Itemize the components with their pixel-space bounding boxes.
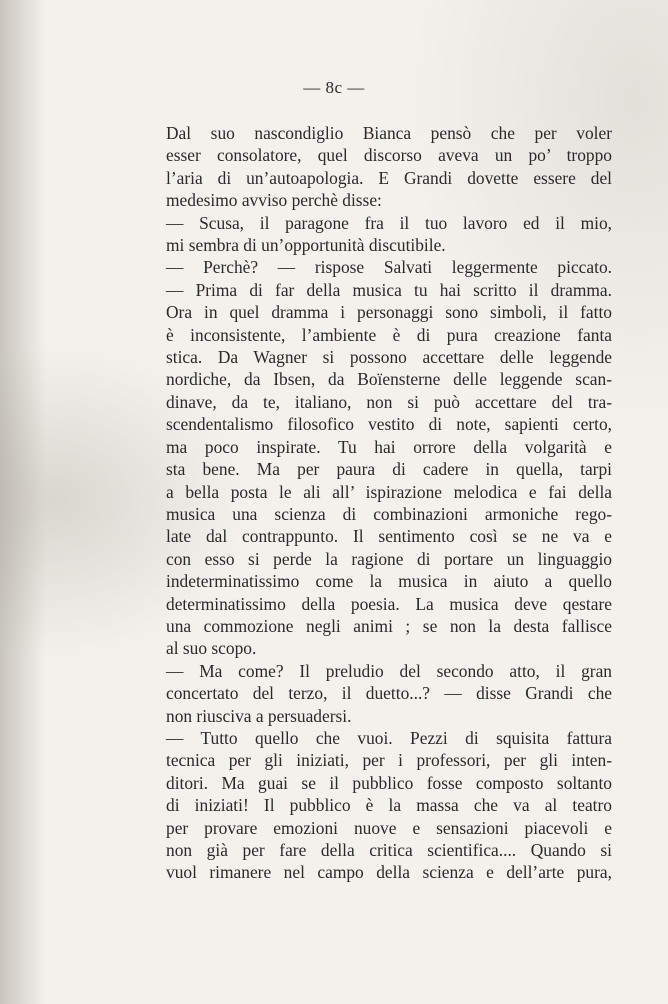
text-line: l’aria di un’autoapologia. E Grandi dovette essere del [166,167,612,188]
text-line: concertato del terzo, il duetto...? — disse Grandi che [166,683,612,704]
text-line: con esso si perde la ragione di portare un linguaggio [166,548,612,569]
text-line: — Perchè? — rispose Salvati leggermente piccato. [166,257,612,278]
text-line: non già per fare della critica scientifica.... Quando si [166,840,612,860]
text-line: per provare emozioni nuove e sensazioni piacevoli e [166,817,612,838]
text-line: determinatissimo della poesia. La musica deve qestare [166,593,612,614]
text-line: vuol rimanere nel campo della scienza e dell’arte pura, [166,862,612,883]
text-line: medesimo avviso perchè disse: [166,190,382,211]
text-line: Ora in quel dramma i personaggi sono simboli, il fatto [166,302,612,323]
text-line: al suo scopo. [166,638,257,659]
text-line: stica. Da Wagner si possono accettare delle leggende [166,347,612,368]
text-line: dinave, da te, italiano, non si può accettare del tra- [166,391,612,412]
text-line: ma poco inspirate. Tu hai orrore della volgarità e [166,436,612,457]
page-gutter-shadow [0,0,46,1004]
text-line: a bella posta le ali all’ ispirazione melodica e fai della [166,481,612,502]
text-line: ditori. Ma guai se il pubblico fosse composto soltanto [166,772,612,793]
text-line: non riusciva a persuadersi. [166,705,352,726]
text-line: esser consolatore, quel discorso aveva un po’ troppo [166,145,612,166]
text-line: musica una scienza di combinazioni armoniche rego- [166,503,612,524]
text-line: late dal contrappunto. Il sentimento così se ne va e [166,526,612,547]
text-line: nordiche, da Ibsen, da Boïensterne delle leggende scan- [166,369,612,390]
text-line: di iniziati! Il pubblico è la massa che va al teatro [166,795,612,816]
text-line: — Ma come? Il preludio del secondo atto, il gran [166,660,612,681]
text-line: Dal suo nascondiglio Bianca pensò che per voler [166,123,612,143]
text-line: scendentalismo filosofico vestito di note, sapienti certo, [166,414,612,435]
page-number: — 8c — [303,78,365,97]
text-line: — Scusa, il paragone fra il tuo lavoro ed il mio, [166,212,612,233]
text-line: una commozione negli animi ; se non la desta fallisce [166,615,612,636]
body-text [166,122,612,884]
text-line: sta bene. Ma per paura di cadere in quella, tarpi [166,459,612,480]
text-line: è inconsistente, l’ambiente è di pura creazione fanta [166,324,612,345]
text-line: — Prima di far della musica tu hai scritto il dramma. [166,279,612,300]
text-line: indeterminatissimo come la musica in aiuto a quello [166,571,612,592]
text-line: tecnica per gli iniziati, per i professori, per gli inten- [166,750,612,771]
text-line: mi sembra di un’opportunità discutibile. [166,235,446,256]
text-line: — Tutto quello che vuoi. Pezzi di squisita fattura [166,727,612,748]
